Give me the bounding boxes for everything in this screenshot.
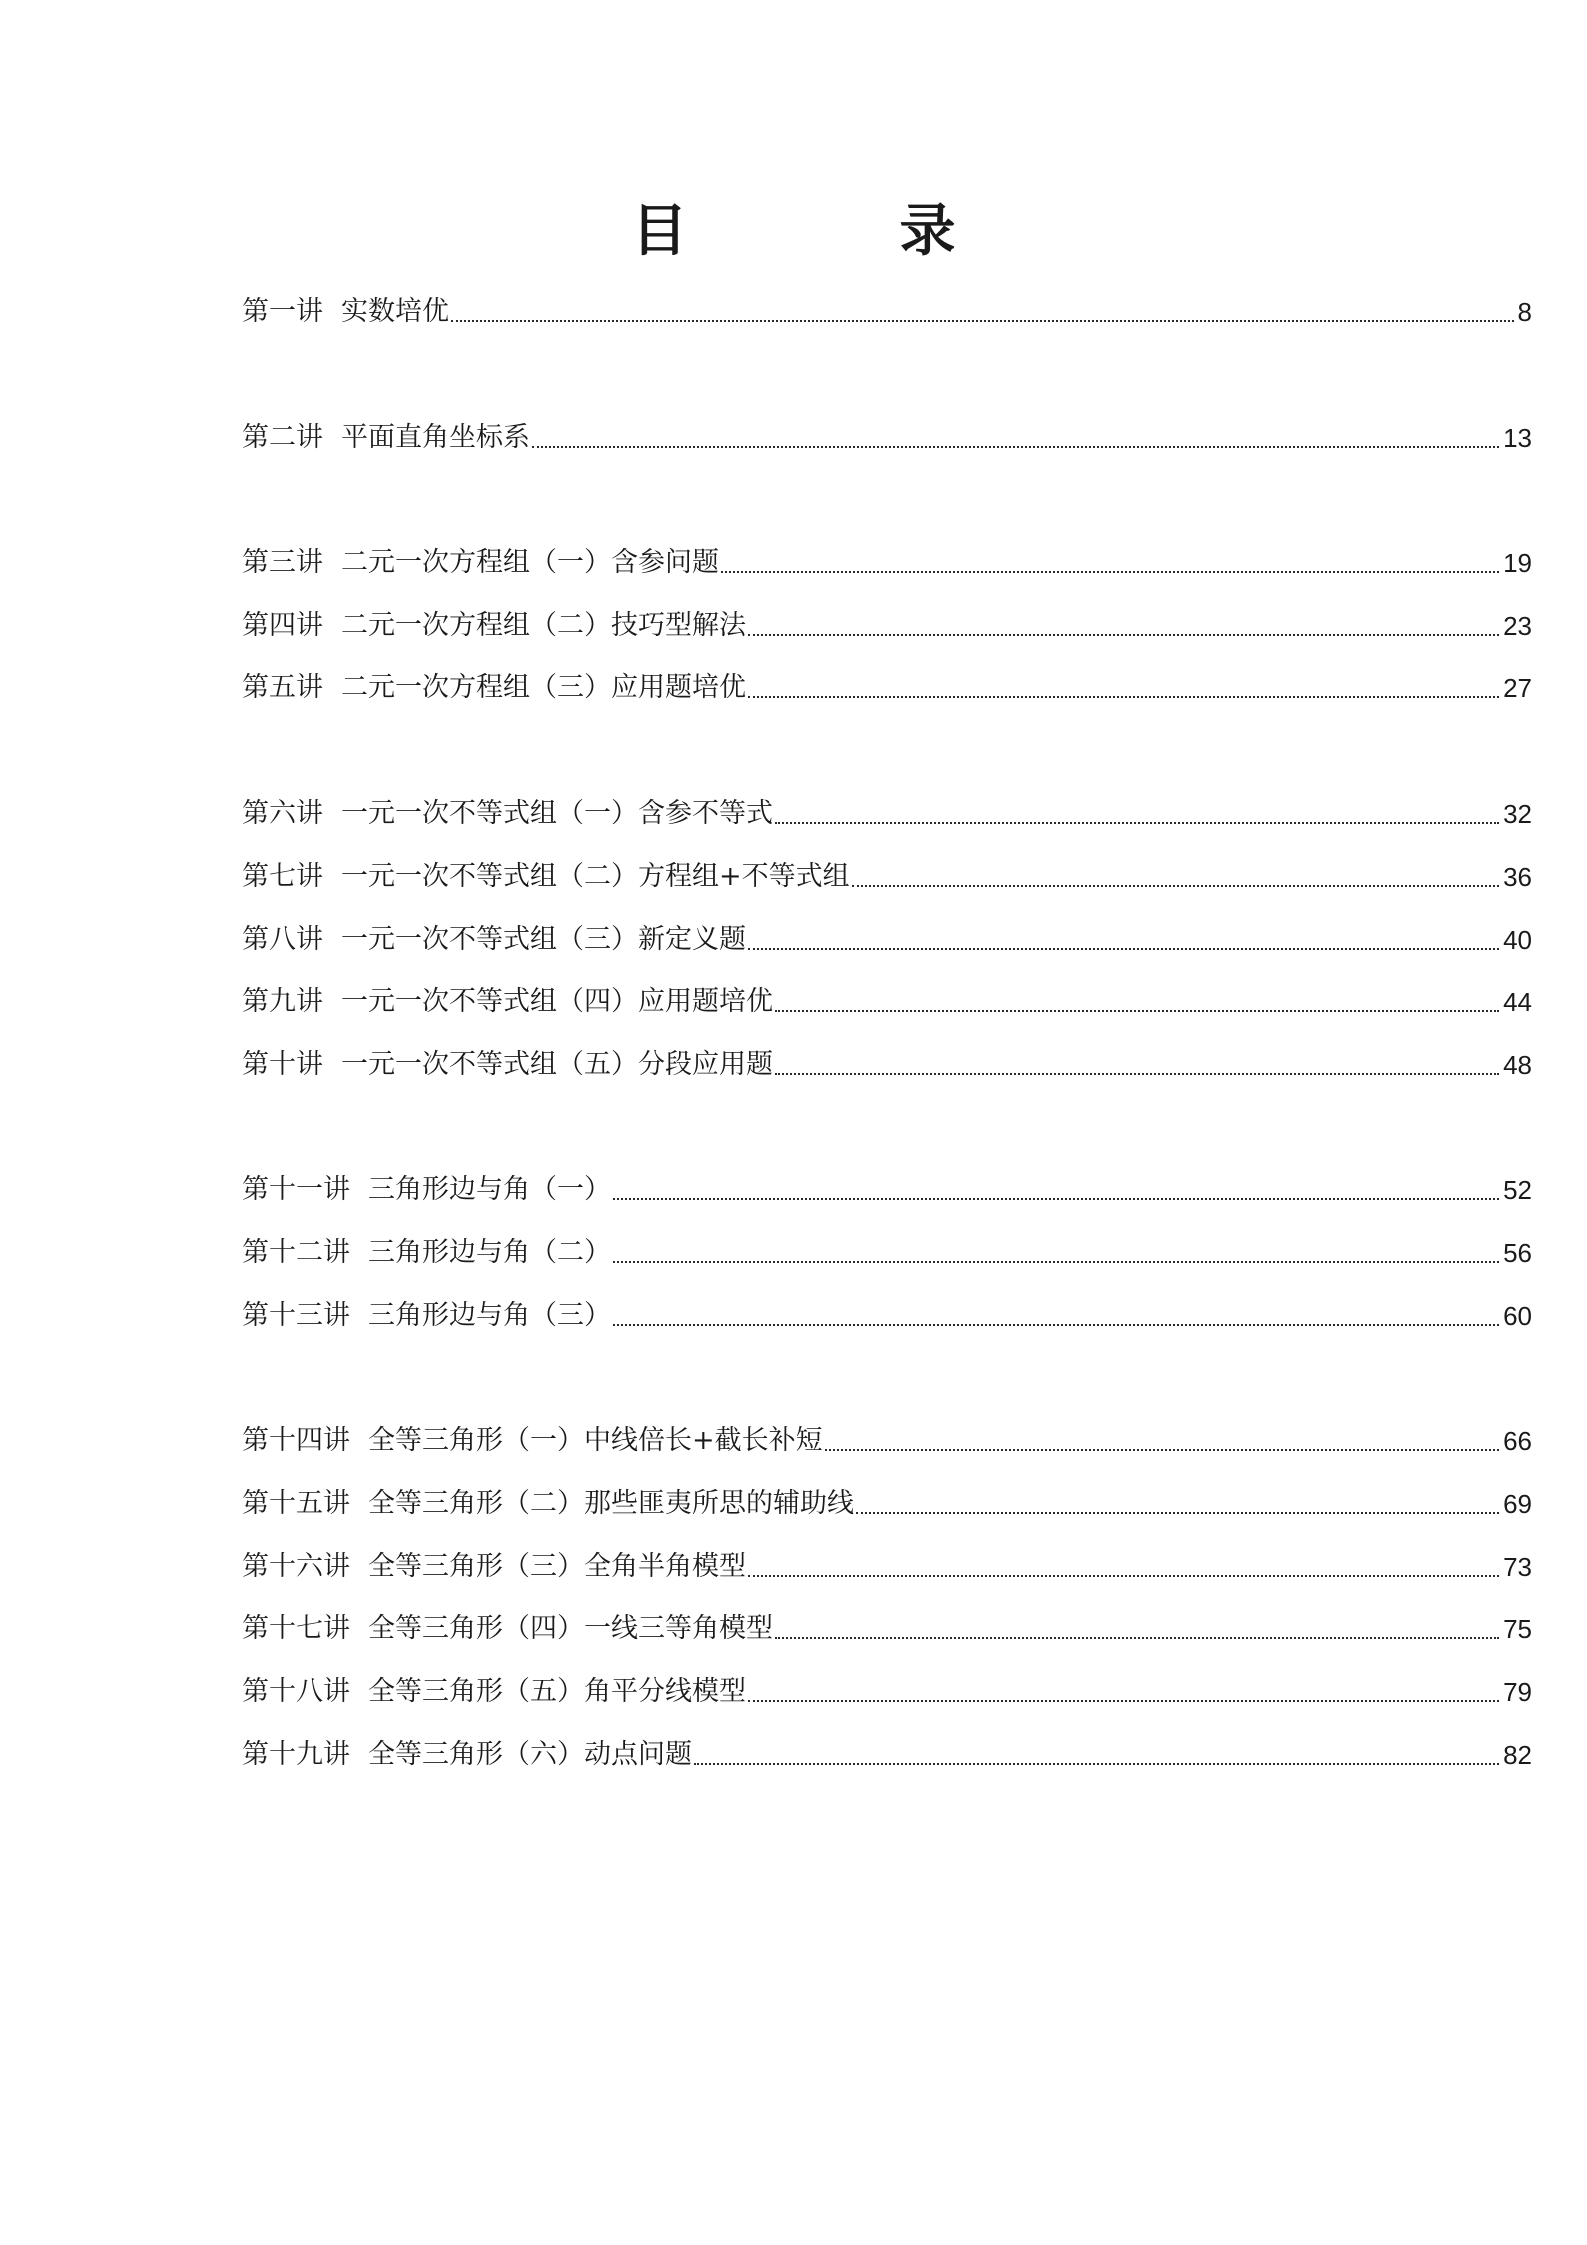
lecture-number: 第二讲 <box>242 422 323 453</box>
lecture-number: 第四讲 <box>242 610 323 641</box>
lecture-number: 第九讲 <box>242 986 323 1017</box>
lecture-number: 第八讲 <box>242 924 323 955</box>
lecture-number: 第十四讲 <box>242 1425 350 1456</box>
lecture-topic: 一元一次不等式组（四）应用题培优 <box>341 986 773 1017</box>
lecture-number: 第十讲 <box>242 1049 323 1080</box>
page-number: 66 <box>1503 1426 1532 1456</box>
lecture-topic: 二元一次方程组（二）技巧型解法 <box>341 610 746 641</box>
toc-entry[interactable] <box>242 1478 1532 1522</box>
page-number: 48 <box>1503 1050 1532 1080</box>
lecture-topic: 全等三角形（六）动点问题 <box>368 1739 692 1770</box>
lecture-topic: 实数培优 <box>341 296 449 327</box>
toc-entry[interactable] <box>242 537 1532 581</box>
lecture-topic: 一元一次不等式组（五）分段应用题 <box>341 1049 773 1080</box>
lecture-topic: 二元一次方程组（三）应用题培优 <box>341 672 746 703</box>
toc-entry[interactable] <box>242 851 1532 895</box>
dot-leader <box>825 1448 1499 1451</box>
page-number: 82 <box>1503 1740 1532 1770</box>
toc-entry[interactable] <box>242 1290 1532 1334</box>
toc-entry[interactable] <box>242 1415 1532 1459</box>
lecture-number: 第十二讲 <box>242 1237 350 1268</box>
lecture-topic: 全等三角形（五）角平分线模型 <box>368 1676 746 1707</box>
lecture-topic: 全等三角形（一）中线倍长+截长补短 <box>368 1425 823 1456</box>
dot-leader <box>775 1072 1499 1075</box>
dot-leader <box>613 1197 1499 1200</box>
dot-leader <box>748 695 1499 698</box>
toc-entry[interactable] <box>242 1729 1532 1773</box>
toc-entry[interactable] <box>242 976 1532 1020</box>
lecture-number: 第十七讲 <box>242 1613 350 1644</box>
lecture-number: 第一讲 <box>242 296 323 327</box>
lecture-number: 第七讲 <box>242 861 323 892</box>
toc-entry[interactable] <box>242 1666 1532 1710</box>
page-number: 27 <box>1503 673 1532 703</box>
toc-entry[interactable] <box>242 1603 1532 1647</box>
page-number: 52 <box>1503 1175 1532 1205</box>
dot-leader <box>748 633 1499 636</box>
lecture-number: 第十一讲 <box>242 1174 350 1205</box>
page-number: 23 <box>1503 611 1532 641</box>
lecture-number: 第五讲 <box>242 672 323 703</box>
page-number: 36 <box>1503 862 1532 892</box>
dot-leader <box>694 1762 1499 1765</box>
lecture-topic: 全等三角形（二）那些匪夷所思的辅助线 <box>368 1488 854 1519</box>
lecture-topic: 一元一次不等式组（一）含参不等式 <box>341 798 773 829</box>
dot-leader <box>856 1511 1499 1514</box>
toc-entry[interactable] <box>242 1227 1532 1271</box>
dot-leader <box>748 947 1499 950</box>
lecture-number: 第十六讲 <box>242 1551 350 1582</box>
dot-leader <box>852 884 1499 887</box>
page-number: 8 <box>1517 297 1532 327</box>
page-number: 79 <box>1503 1677 1532 1707</box>
page-number: 73 <box>1503 1552 1532 1582</box>
dot-leader <box>775 1009 1499 1012</box>
lecture-topic: 平面直角坐标系 <box>341 422 530 453</box>
lecture-topic: 一元一次不等式组（二）方程组+不等式组 <box>341 861 850 892</box>
dot-leader <box>721 570 1499 573</box>
lecture-number: 第十三讲 <box>242 1300 350 1331</box>
page-number: 75 <box>1503 1614 1532 1644</box>
dot-leader <box>748 1699 1499 1702</box>
dot-leader <box>532 445 1499 448</box>
page-number: 19 <box>1503 548 1532 578</box>
page-number: 56 <box>1503 1238 1532 1268</box>
dot-leader <box>613 1323 1499 1326</box>
lecture-number: 第十九讲 <box>242 1739 350 1770</box>
dot-leader <box>748 1574 1499 1577</box>
page-title: 目 录 <box>631 198 1034 264</box>
dot-leader <box>613 1260 1499 1263</box>
lecture-number: 第三讲 <box>242 547 323 578</box>
lecture-topic: 三角形边与角（三） <box>368 1300 611 1331</box>
lecture-topic: 三角形边与角（一） <box>368 1174 611 1205</box>
lecture-topic: 一元一次不等式组（三）新定义题 <box>341 924 746 955</box>
toc-entry[interactable] <box>242 662 1532 706</box>
page-number: 32 <box>1503 799 1532 829</box>
toc-entry[interactable] <box>242 286 1532 330</box>
toc-entry[interactable] <box>242 600 1532 644</box>
dot-leader <box>451 319 1514 322</box>
page-number: 13 <box>1503 423 1532 453</box>
toc-entry[interactable] <box>242 1164 1532 1208</box>
page-number: 60 <box>1503 1301 1532 1331</box>
lecture-number: 第十八讲 <box>242 1676 350 1707</box>
page-number: 69 <box>1503 1489 1532 1519</box>
page-number: 40 <box>1503 925 1532 955</box>
lecture-topic: 全等三角形（四）一线三等角模型 <box>368 1613 773 1644</box>
lecture-number: 第六讲 <box>242 798 323 829</box>
lecture-topic: 二元一次方程组（一）含参问题 <box>341 547 719 578</box>
toc-entry[interactable] <box>242 1541 1532 1585</box>
dot-leader <box>775 1636 1499 1639</box>
toc-entry[interactable] <box>242 412 1532 456</box>
lecture-number: 第十五讲 <box>242 1488 350 1519</box>
page-number: 44 <box>1503 987 1532 1017</box>
toc-entry[interactable] <box>242 914 1532 958</box>
lecture-topic: 全等三角形（三）全角半角模型 <box>368 1551 746 1582</box>
toc-entry[interactable] <box>242 788 1532 832</box>
lecture-topic: 三角形边与角（二） <box>368 1237 611 1268</box>
dot-leader <box>775 821 1499 824</box>
toc-entry[interactable] <box>242 1039 1532 1083</box>
